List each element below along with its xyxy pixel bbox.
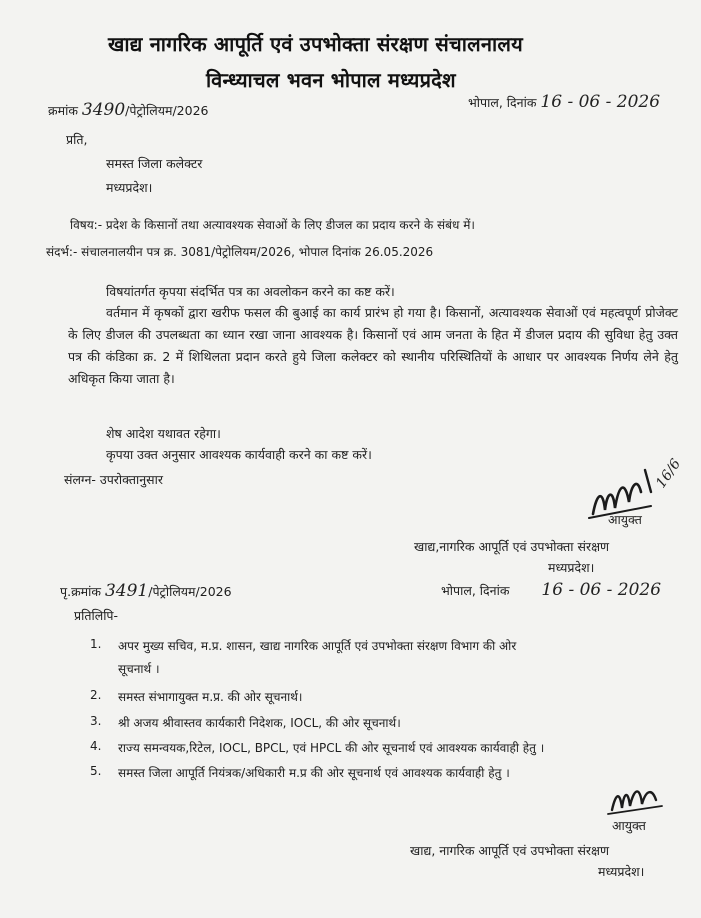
body-para-2: वर्तमान में कृषकों द्वारा खरीफ फसल की बुआई का कार्य प्रारंभ हो गया है। किसानों, अत्यावश्यक सेवाओं एवं महत्वपूर्ण प्रोजेक्ट के लिए डीजल की उपलब्धता का ध्यान रखा जाना आवश्यक है। किसानों एवं आम जनता के हित में डीजल प्रदाय की सुविधा हेतु उक्त पत्र की कंडिका क्र. 2 में शिथिलता प्रदान करते हुये जिला कलेक्टर को स्थानीय परिस्थितियों के आधार पर आवश्यक निर्णय लेने हेतु अधिकृत किया जाता है। — [68, 305, 678, 386]
addressee-to: प्रति, — [66, 132, 88, 147]
copy-item-1-line2: सूचनार्थ । — [118, 662, 160, 676]
endorsement-date — [441, 580, 661, 600]
copy-item-1-line1: अपर मुख्य सचिव, म.प्र. शासन, खाद्य नागरिक आपूर्ति एवं उपभोक्ता संरक्षण विभाग की ओर — [118, 639, 517, 653]
reference-line: संदर्भ:- संचालनालयीन पत्र क्र. 3081/पेट्रोलियम/2026, भोपाल दिनांक 26.05.2026 — [46, 245, 434, 259]
signature-2-title: आयुक्त — [612, 818, 646, 833]
signature-2-state: मध्यप्रदेश। — [598, 864, 645, 879]
endorsement-number-handwritten: 3491 — [104, 581, 149, 601]
signature-1-state: मध्यप्रदेश। — [548, 560, 595, 575]
department-title: खाद्य नागरिक आपूर्ति एवं उपभोक्ता संरक्षण संचालनालय — [108, 32, 523, 56]
signature-1-title: आयुक्त — [608, 512, 642, 527]
copy-item-3-num: 3. — [90, 714, 102, 728]
body-para-1: विषयांतर्गत कृपया संदर्भित पत्र का अवलोकन करने का कष्ट करें। — [106, 284, 395, 299]
body-para-3: शेष आदेश यथावत रहेगा। — [106, 426, 221, 441]
enclosure-line: संलग्न- उपरोक्तानुसार — [64, 472, 163, 487]
letter-number-prefix: क्रमांक — [48, 103, 78, 118]
signature-1-dept: खाद्य,नागरिक आपूर्ति एवं उपभोक्ता संरक्षण — [414, 539, 610, 554]
copy-item-5-num: 5. — [90, 764, 102, 778]
copy-to-label: प्रतिलिपि- — [74, 608, 119, 623]
letter-date-value: 16 - 06 - 2026 — [540, 92, 661, 112]
copy-item-4-num: 4. — [90, 739, 102, 753]
endorsement-date-label: भोपाल, दिनांक — [441, 583, 510, 598]
letter-number — [48, 100, 208, 120]
signature-1-date-scrawl: 16/6 — [653, 456, 685, 492]
copy-item-1-num: 1. — [90, 637, 102, 651]
copy-item-2-num: 2. — [90, 688, 102, 702]
copy-item-4-line1: राज्य समन्वयक,रिटेल, IOCL, BPCL, एवं HPCL की ओर सूचनार्थ एवं आवश्यक कार्यवाही हेतु । — [118, 741, 545, 755]
signature-2-dept: खाद्य, नागरिक आपूर्ति एवं उपभोक्ता संरक्षण — [410, 843, 610, 858]
letter-number-handwritten: 3490 — [81, 100, 126, 120]
endorsement-number-prefix: पृ.क्रमांक — [60, 584, 101, 599]
copy-item-3-line1: श्री अजय श्रीवास्तव कार्यकारी निदेशक, IOCL, की ओर सूचनार्थ। — [118, 716, 401, 730]
letter-date-label: भोपाल, दिनांक — [468, 95, 537, 110]
addressee-line2: मध्यप्रदेश। — [106, 180, 153, 195]
copy-item-5-line1: समस्त जिला आपूर्ति नियंत्रक/अधिकारी म.प्र की ओर सूचनार्थ एवं आवश्यक कार्यवाही हेतु । — [118, 766, 510, 780]
letter-number-suffix: /पेट्रोलियम/2026 — [125, 103, 209, 118]
copy-item-2-line1: समस्त संभागायुक्त म.प्र. की ओर सूचनार्थ। — [118, 690, 303, 704]
endorsement-number-suffix: /पेट्रोलियम/2026 — [148, 584, 232, 599]
endorsement-number — [60, 581, 232, 601]
body-para-4: कृपया उक्त अनुसार आवश्यक कार्यवाही करने का कष्ट करें। — [106, 447, 372, 462]
subject-line: विषय:- प्रदेश के किसानों तथा अत्यावश्यक सेवाओं के लिए डीजल का प्रदाय करने के संबंध में। — [70, 218, 475, 232]
addressee-line1: समस्त जिला कलेक्टर — [106, 156, 203, 171]
signature-2-scrawl — [606, 782, 676, 822]
department-address: विन्ध्याचल भवन भोपाल मध्यप्रदेश — [206, 68, 456, 92]
letter-date — [468, 92, 660, 112]
endorsement-date-value: 16 - 06 - 2026 — [541, 580, 662, 600]
